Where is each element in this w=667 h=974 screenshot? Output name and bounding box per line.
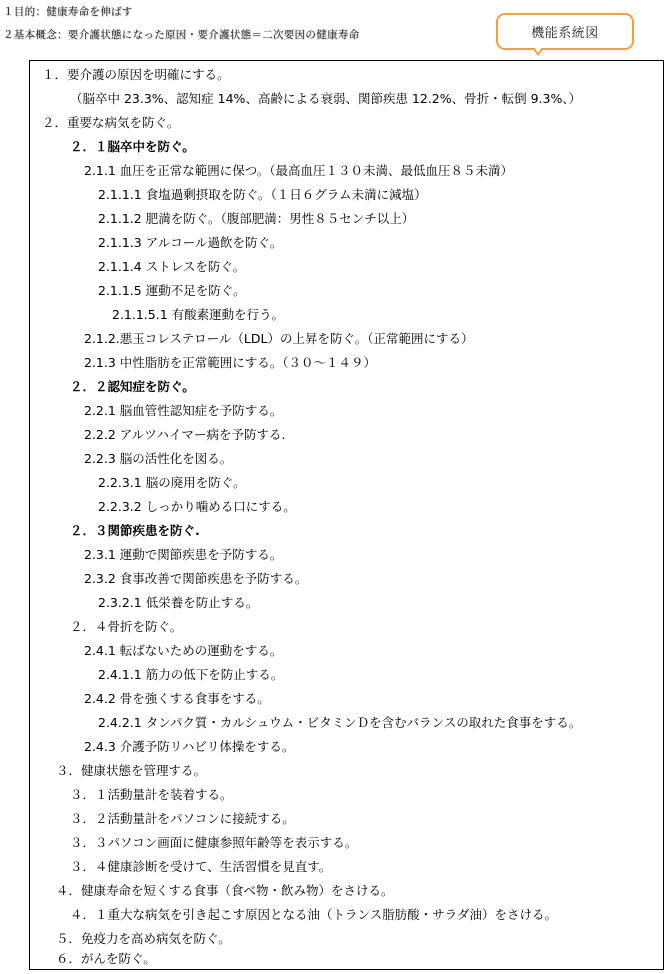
- outline-line: 2.2.3.2 しっかり噛める口にする。: [98, 499, 296, 514]
- outline-line: 2.1.1.3 アルコール過飲を防ぐ。: [98, 235, 283, 250]
- outline-line: 2.1.1.1 食塩過剰摂取を防ぐ。（１日６グラム未満に減塩）: [98, 187, 427, 202]
- outline-line: 2.4.1 転ばないための運動をする。: [84, 643, 283, 658]
- outline-line: ３．３パソコン画面に健康参照年齢等を表示する。: [70, 835, 358, 850]
- outline-line: 2.1.2.悪玉コレステロール（LDL）の上昇を防ぐ。（正常範囲にする）: [84, 331, 474, 346]
- outline-line: ２．重要な病気を防ぐ。: [42, 115, 180, 130]
- outline-line: 2.4.2.1 タンパク質・カルシュウム・ビタミンＤを含むバランスの取れた食事をする。: [98, 715, 582, 730]
- callout-label: 機能系統図: [496, 13, 634, 50]
- header-purpose: １目的：健康寿命を伸ばす: [3, 6, 133, 18]
- outline-line: 2.1.1.5.1 有酸素運動を行う。: [112, 307, 285, 322]
- outline-line: ６．がんを防ぐ。: [56, 951, 156, 966]
- outline-line: ４．１重大な病気を引き起こす原因となる油（トランス脂肪酸・サラダ油）をさける。: [70, 907, 558, 922]
- outline-line: 2.1.1.4 ストレスを防ぐ。: [98, 259, 246, 274]
- outline-line: 2.1.3 中性脂肪を正常範囲にする。（３０～１４９）: [84, 355, 377, 370]
- outline-line: 2.2.3.1 脳の廃用を防ぐ。: [98, 475, 246, 490]
- outline-line: ３．４健康診断を受けて、生活習慣を見直す。: [70, 859, 332, 874]
- outline-line: 2.1.1 血圧を正常な範囲に保つ。（最高血圧１３０未満、最低血圧８５未満）: [84, 163, 514, 178]
- outline-line: ２．２認知症を防ぐ。: [70, 379, 195, 394]
- outline-line: ３．健康状態を管理する。: [56, 763, 207, 778]
- outline-line: ５．免疫力を高め病気を防ぐ。: [56, 931, 231, 946]
- outline-line: 2.4.1.1 筋力の低下を防止する。: [98, 667, 284, 682]
- outline-line: 2.3.2 食事改善で関節疾患を予防する。: [84, 571, 308, 586]
- outline-line: 2.2.3 脳の活性化を図る。: [84, 451, 233, 466]
- outline-line: 2.1.1.2 肥満を防ぐ。（腹部肥満：男性８５センチ以上）: [98, 211, 415, 226]
- outline-line: 2.4.3 介護予防リハビリ体操をする。: [84, 739, 295, 754]
- header-concept: ２基本概念：要介護状態になった原因・要介護状態＝二次要因の健康寿命: [3, 29, 360, 41]
- outline-line: ２．１脳卒中を防ぐ。: [70, 139, 195, 154]
- outline-line: 2.4.2 骨を強くする食事をする。: [84, 691, 270, 706]
- outline-line: 2.2.1 脳血管性認知症を予防する。: [84, 403, 283, 418]
- outline-line: 2.1.1.5 運動不足を防ぐ。: [98, 283, 246, 298]
- outline-line: （脳卒中 23.3%、認知症 14%、高齢による衰弱、関節疾患 12.2%、骨折・転倒 9.3%、）: [70, 91, 582, 106]
- outline-line: ２．４骨折を防ぐ。: [70, 619, 183, 634]
- outline-line: ３．２活動量計をパソコンに接続する。: [70, 811, 295, 826]
- outline-line: １．要介護の原因を明確にする。: [42, 67, 230, 82]
- outline-line: 2.3.1 運動で関節疾患を予防する。: [84, 547, 283, 562]
- outline-line: 2.2.2 アルツハイマー病を予防する.: [84, 427, 286, 442]
- outline-line: ２．３関節疾患を防ぐ.: [70, 523, 200, 538]
- outline-line: ３．１活動量計を装着する。: [70, 787, 233, 802]
- outline-line: ４．健康寿命を短くする食事（食べ物・飲み物）をさける。: [56, 883, 394, 898]
- outline-line: 2.3.2.1 低栄養を防止する。: [98, 595, 259, 610]
